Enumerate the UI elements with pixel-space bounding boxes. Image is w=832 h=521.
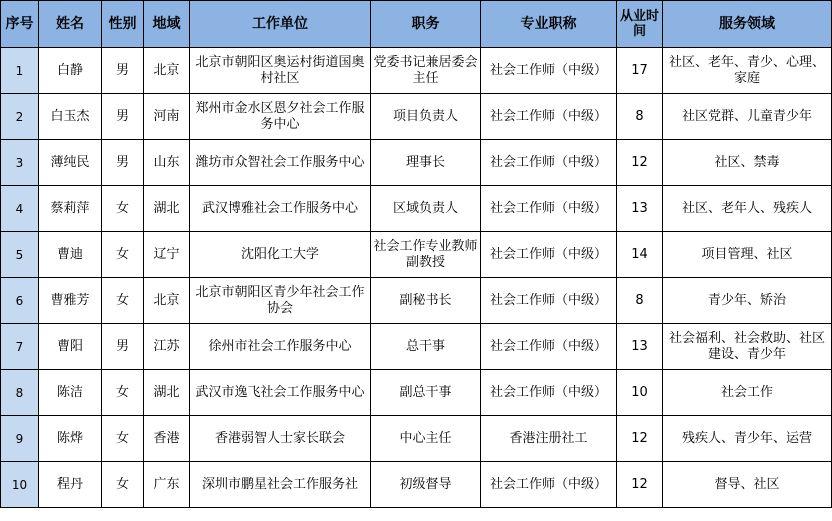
table-row <box>1 48 832 94</box>
cell-position: 党委书记兼居委会主任 <box>371 48 481 94</box>
cell-years: 13 <box>617 186 663 232</box>
cell-gender: 男 <box>102 140 144 186</box>
cell-employer: 徐州市社会工作服务中心 <box>190 324 371 370</box>
cell-title: 社会工作师（中级） <box>481 462 617 508</box>
cell-region: 广东 <box>144 462 190 508</box>
cell-name: 曹迪 <box>39 232 102 278</box>
cell-gender: 女 <box>102 370 144 416</box>
cell-name: 陈烨 <box>39 416 102 462</box>
header-title: 专业职称 <box>481 1 617 48</box>
cell-employer: 郑州市金水区恩夕社会工作服务中心 <box>190 94 371 140</box>
header-years: 从业时间 <box>617 1 663 48</box>
table-row <box>1 140 832 186</box>
cell-name: 薄纯民 <box>39 140 102 186</box>
cell-seq: 1 <box>1 48 39 94</box>
cell-field: 项目管理、社区 <box>663 232 832 278</box>
cell-employer: 香港弱智人士家长联会 <box>190 416 371 462</box>
cell-title: 社会工作师（中级） <box>481 94 617 140</box>
cell-field: 社区、老年人、残疾人 <box>663 186 832 232</box>
cell-position: 初级督导 <box>371 462 481 508</box>
cell-region: 湖北 <box>144 370 190 416</box>
cell-name: 程丹 <box>39 462 102 508</box>
cell-field: 社会工作 <box>663 370 832 416</box>
table-row <box>1 370 832 416</box>
cell-employer: 沈阳化工大学 <box>190 232 371 278</box>
cell-seq: 7 <box>1 324 39 370</box>
table-row <box>1 416 832 462</box>
cell-seq: 3 <box>1 140 39 186</box>
cell-region: 江苏 <box>144 324 190 370</box>
cell-gender: 女 <box>102 416 144 462</box>
table-row <box>1 232 832 278</box>
cell-gender: 男 <box>102 94 144 140</box>
cell-field: 督导、社区 <box>663 462 832 508</box>
cell-field: 社会福利、社会救助、社区建设、青少年 <box>663 324 832 370</box>
cell-seq: 9 <box>1 416 39 462</box>
header-field: 服务领域 <box>663 1 832 48</box>
cell-seq: 4 <box>1 186 39 232</box>
header-gender: 性别 <box>102 1 144 48</box>
header-region: 地域 <box>144 1 190 48</box>
cell-title: 社会工作师（中级） <box>481 48 617 94</box>
cell-field: 社区、禁毒 <box>663 140 832 186</box>
cell-gender: 女 <box>102 186 144 232</box>
cell-seq: 8 <box>1 370 39 416</box>
header-name: 姓名 <box>39 1 102 48</box>
cell-name: 蔡莉萍 <box>39 186 102 232</box>
cell-position: 中心主任 <box>371 416 481 462</box>
cell-name: 陈洁 <box>39 370 102 416</box>
cell-years: 12 <box>617 416 663 462</box>
cell-position: 区域负责人 <box>371 186 481 232</box>
header-row <box>1 1 832 48</box>
cell-employer: 深圳市鹏星社会工作服务社 <box>190 462 371 508</box>
cell-region: 北京 <box>144 278 190 324</box>
cell-years: 14 <box>617 232 663 278</box>
cell-title: 社会工作师（中级） <box>481 278 617 324</box>
cell-gender: 女 <box>102 278 144 324</box>
cell-years: 10 <box>617 370 663 416</box>
cell-region: 辽宁 <box>144 232 190 278</box>
cell-title: 香港注册社工 <box>481 416 617 462</box>
cell-position: 社会工作专业教师 副教授 <box>371 232 481 278</box>
cell-region: 河南 <box>144 94 190 140</box>
cell-field: 青少年、矫治 <box>663 278 832 324</box>
cell-gender: 男 <box>102 324 144 370</box>
cell-title: 社会工作师（中级） <box>481 186 617 232</box>
cell-years: 12 <box>617 462 663 508</box>
cell-employer: 北京市朝阳区奥运村街道国奥村社区 <box>190 48 371 94</box>
cell-position: 理事长 <box>371 140 481 186</box>
cell-gender: 女 <box>102 462 144 508</box>
table-body <box>1 48 832 508</box>
cell-gender: 男 <box>102 48 144 94</box>
cell-seq: 10 <box>1 462 39 508</box>
header-seq: 序号 <box>1 1 39 48</box>
cell-years: 13 <box>617 324 663 370</box>
cell-position: 总干事 <box>371 324 481 370</box>
cell-name: 白玉杰 <box>39 94 102 140</box>
cell-region: 香港 <box>144 416 190 462</box>
table-row <box>1 462 832 508</box>
table-row <box>1 324 832 370</box>
cell-seq: 2 <box>1 94 39 140</box>
table-row <box>1 278 832 324</box>
cell-seq: 6 <box>1 278 39 324</box>
cell-title: 社会工作师（中级） <box>481 232 617 278</box>
cell-employer: 北京市朝阳区青少年社会工作协会 <box>190 278 371 324</box>
cell-region: 湖北 <box>144 186 190 232</box>
cell-region: 山东 <box>144 140 190 186</box>
table-row <box>1 94 832 140</box>
cell-position: 副秘书长 <box>371 278 481 324</box>
cell-title: 社会工作师（中级） <box>481 324 617 370</box>
cell-position: 项目负责人 <box>371 94 481 140</box>
cell-name: 曹雅芳 <box>39 278 102 324</box>
cell-name: 白静 <box>39 48 102 94</box>
cell-field: 残疾人、青少年、运营 <box>663 416 832 462</box>
cell-name: 曹阳 <box>39 324 102 370</box>
cell-years: 8 <box>617 94 663 140</box>
cell-gender: 女 <box>102 232 144 278</box>
cell-employer: 武汉市逸飞社会工作服务中心 <box>190 370 371 416</box>
table-row <box>1 186 832 232</box>
cell-title: 社会工作师（中级） <box>481 140 617 186</box>
header-employer: 工作单位 <box>190 1 371 48</box>
cell-field: 社区、老年、青少、心理、家庭 <box>663 48 832 94</box>
cell-employer: 武汉博雅社会工作服务中心 <box>190 186 371 232</box>
cell-region: 北京 <box>144 48 190 94</box>
cell-title: 社会工作师（中级） <box>481 370 617 416</box>
header-position: 职务 <box>371 1 481 48</box>
cell-years: 8 <box>617 278 663 324</box>
cell-years: 12 <box>617 140 663 186</box>
cell-seq: 5 <box>1 232 39 278</box>
cell-years: 17 <box>617 48 663 94</box>
cell-field: 社区党群、儿童青少年 <box>663 94 832 140</box>
cell-employer: 潍坊市众智社会工作服务中心 <box>190 140 371 186</box>
cell-position: 副总干事 <box>371 370 481 416</box>
